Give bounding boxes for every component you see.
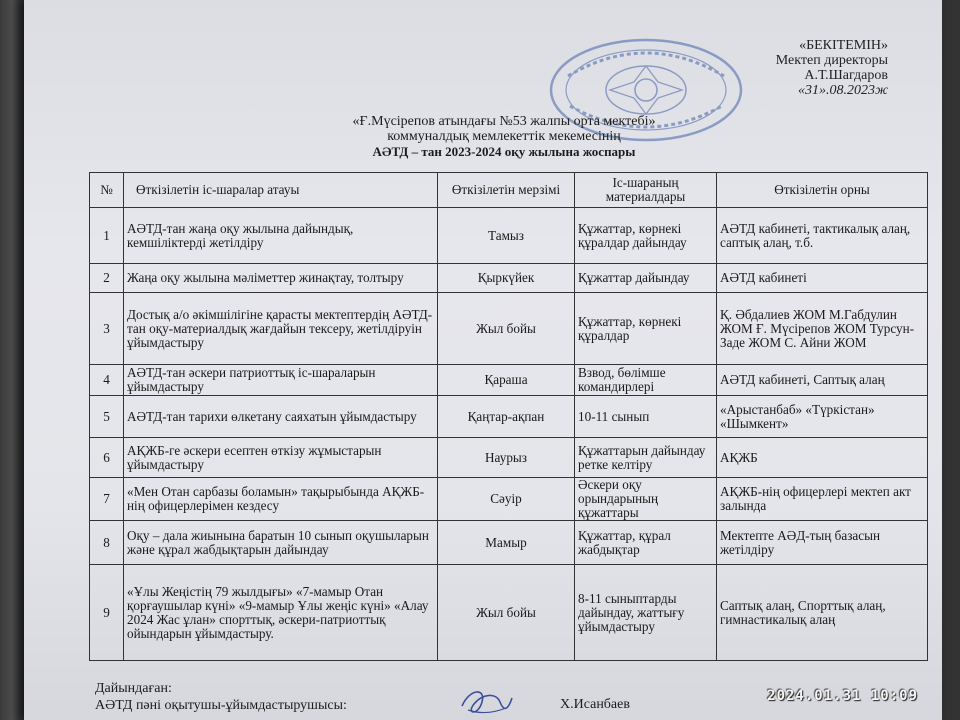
header-time: Өткізілетін мерзімі (438, 173, 575, 208)
row-materials: Әскери оқу орындарының құжаттары (575, 478, 717, 521)
row-number: 1 (90, 208, 124, 264)
plan-table (89, 172, 928, 661)
row-time: Наурыз (438, 438, 575, 478)
author-name: Х.Исанбаев (560, 697, 630, 712)
row-place: АӘТД кабинеті (717, 264, 928, 293)
row-number: 8 (90, 521, 124, 565)
row-number: 6 (90, 438, 124, 478)
signature-icon (456, 684, 516, 718)
row-time: Қараша (438, 365, 575, 396)
table-row (90, 521, 928, 565)
prepared-by-block (95, 680, 347, 714)
title-line-2: коммуналдық мемлекеттік мекемесінің (387, 129, 621, 144)
row-number: 7 (90, 478, 124, 521)
photo-timestamp: 2024.01.31 10:09 (767, 688, 918, 704)
approval-date: «31».08.2023ж (797, 83, 888, 98)
prepared-label: Дайындаған: (95, 681, 172, 696)
row-time: Жыл бойы (438, 565, 575, 661)
table-row (90, 264, 928, 293)
title-line-1: «Ғ.Мүсірепов атындағы №53 жалпы орта мектебі» (352, 114, 656, 129)
row-time: Қыркүйек (438, 264, 575, 293)
row-materials: 8-11 сыныптарды дайындау, жаттығу ұйымдастыру (575, 565, 717, 661)
row-event: Оқу – дала жиынына баратын 10 сынып оқушыларын және құрал жабдықтарын дайындау (124, 521, 438, 565)
table-row (90, 478, 928, 521)
row-place: Қ. Әбдалиев ЖОМ М.Габдулин ЖОМ Ғ. Мүсірепов ЖОМ Турсун-Заде ЖОМ С. Айни ЖОМ (717, 293, 928, 365)
row-event: АӘТД-тан әскери патриоттық іс-шараларын ұйымдастыру (124, 365, 438, 396)
header-place: Өткізілетін орны (717, 173, 928, 208)
row-materials: Құжаттар, көрнекі құралдар (575, 293, 717, 365)
approval-block (678, 38, 888, 98)
row-time: Қаңтар-ақпан (438, 396, 575, 438)
row-materials: Взвод, бөлімше командирлері (575, 365, 717, 396)
row-time: Тамыз (438, 208, 575, 264)
table-row (90, 365, 928, 396)
row-materials: 10-11 сынып (575, 396, 717, 438)
row-place: АҚЖБ (717, 438, 928, 478)
row-materials: Құжаттарын дайындау ретке келтіру (575, 438, 717, 478)
row-time: Жыл бойы (438, 293, 575, 365)
row-time: Мамыр (438, 521, 575, 565)
row-event: «Ұлы Жеңістің 79 жылдығы» «7-мамыр Отан қорғаушылар күні» «9-мамыр Ұлы жеңіс күні» «Алау 2024 Жас ұлан» спорттық, әскери-патриоттық ойындарын ұйымдастыру. (124, 565, 438, 661)
row-place: Саптық алаң, Спорттық алаң, гимнастикалық алаң (717, 565, 928, 661)
row-place: Мектепте АӘД-тың базасын жетілдіру (717, 521, 928, 565)
row-event: Жаңа оқу жылына мәліметтер жинақтау, толтыру (124, 264, 438, 293)
row-event: АӘТД-тан жаңа оқу жылына дайындық, кемшіліктерді жетілдіру (124, 208, 438, 264)
row-event: «Мен Отан сарбазы боламын» тақырыбында АҚЖБ-нің офицерлерімен кездесу (124, 478, 438, 521)
row-number: 4 (90, 365, 124, 396)
approval-heading: «БЕКІТЕМІН» (799, 38, 888, 53)
row-number: 2 (90, 264, 124, 293)
approval-position: Мектеп директоры (775, 53, 888, 68)
table-header-row (90, 173, 928, 208)
row-place: АӘТД кабинеті, Саптық алаң (717, 365, 928, 396)
row-number: 5 (90, 396, 124, 438)
row-event: Достық а/о әкімшілігіне қарасты мектептердің АӘТД-тан оқу-материалдық жағдайын тексеру, жетілдіруін ұйымдастыру (124, 293, 438, 365)
header-materials: Іс-шараның материалдары (575, 173, 717, 208)
prepared-role: АӘТД пәні оқытушы-ұйымдастырушысы: (95, 698, 347, 713)
table-row (90, 208, 928, 264)
table-row (90, 396, 928, 438)
row-place: АҚЖБ-нің офицерлері мектеп акт залында (717, 478, 928, 521)
header-no: № (90, 173, 124, 208)
row-materials: Құжаттар, құрал жабдықтар (575, 521, 717, 565)
header-event: Өткізілетін іс-шаралар атауы (124, 173, 438, 208)
table-row (90, 565, 928, 661)
table-row (90, 293, 928, 365)
title-line-3: АӘТД – тан 2023-2024 оқу жылына жоспары (372, 144, 636, 159)
row-event: АҚЖБ-ге әскери есептен өткізу жұмыстарын ұйымдастыру (124, 438, 438, 478)
row-materials: Құжаттар, көрнекі құралдар дайындау (575, 208, 717, 264)
row-materials: Құжаттар дайындау (575, 264, 717, 293)
document-title (204, 114, 804, 159)
row-number: 3 (90, 293, 124, 365)
table-row (90, 438, 928, 478)
row-time: Сәуір (438, 478, 575, 521)
row-event: АӘТД-тан тарихи өлкетану саяхатын ұйымдастыру (124, 396, 438, 438)
approval-name: А.Т.Шагдаров (804, 68, 888, 83)
row-place: АӘТД кабинеті, тактикалық алаң, саптық алаң, т.б. (717, 208, 928, 264)
row-place: «Арыстанбаб» «Түркістан» «Шымкент» (717, 396, 928, 438)
row-number: 9 (90, 565, 124, 661)
